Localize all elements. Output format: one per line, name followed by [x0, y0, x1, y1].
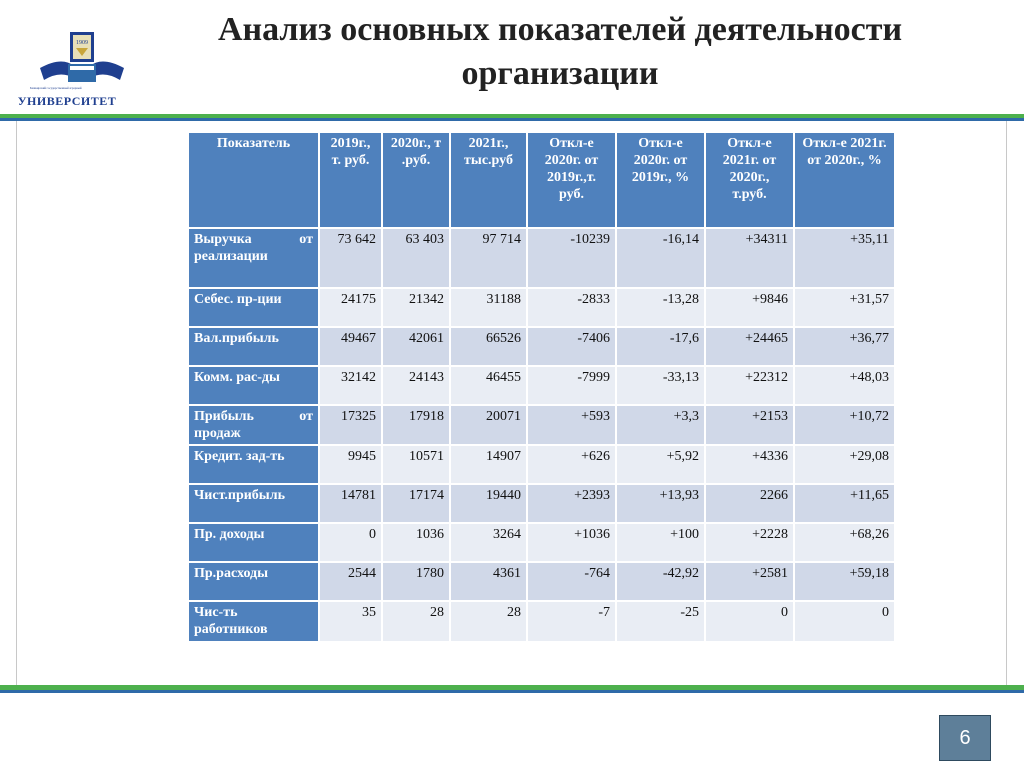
table-cell: +2393	[527, 484, 616, 523]
row-label: Пр.расходы	[188, 562, 319, 601]
table-row	[188, 484, 895, 523]
row-label: Себес. пр-ции	[188, 288, 319, 327]
frame-line-right	[1006, 121, 1007, 685]
table-row	[188, 601, 895, 642]
table-cell: 0	[794, 601, 895, 642]
table-cell: -7999	[527, 366, 616, 405]
logo-year: 1909	[76, 40, 88, 46]
table-cell: 46455	[450, 366, 527, 405]
table-cell: 14907	[450, 445, 527, 484]
table-cell: +100	[616, 523, 705, 562]
table-cell: +48,03	[794, 366, 895, 405]
table-cell: +9846	[705, 288, 794, 327]
row-label: Чист.прибыль	[188, 484, 319, 523]
table-cell: +593	[527, 405, 616, 445]
table-row	[188, 327, 895, 366]
table-cell: +2153	[705, 405, 794, 445]
table-header-row	[188, 132, 895, 228]
table-cell: 10571	[382, 445, 450, 484]
table-cell: +626	[527, 445, 616, 484]
table-cell: -42,92	[616, 562, 705, 601]
table-cell: 3264	[450, 523, 527, 562]
logo-subtitle: Башкирский государственный аграрный	[30, 86, 82, 90]
table-cell: 73 642	[319, 228, 382, 288]
table-cell: 1036	[382, 523, 450, 562]
table-cell: 35	[319, 601, 382, 642]
table-cell: 17918	[382, 405, 450, 445]
table-cell: 49467	[319, 327, 382, 366]
table-cell: +29,08	[794, 445, 895, 484]
table-cell: +22312	[705, 366, 794, 405]
row-label: Комм. рас-ды	[188, 366, 319, 405]
table-cell: -764	[527, 562, 616, 601]
slide-title: Анализ основных показателей деятельности организации	[217, 11, 903, 92]
table-cell: -25	[616, 601, 705, 642]
header-cell: Откл-е 2020г. от 2019г.,т. руб.	[527, 132, 616, 228]
header-cell: Откл-е 2021г. от 2020г., %	[794, 132, 895, 228]
table-cell: +36,77	[794, 327, 895, 366]
table-row	[188, 405, 895, 445]
table-cell: +3,3	[616, 405, 705, 445]
table-cell: +68,26	[794, 523, 895, 562]
table-row	[188, 523, 895, 562]
table-cell: 24143	[382, 366, 450, 405]
table-cell: -16,14	[616, 228, 705, 288]
table-cell: 24175	[319, 288, 382, 327]
page-number-badge: 6	[939, 715, 991, 761]
table-cell: 63 403	[382, 228, 450, 288]
table-cell: 32142	[319, 366, 382, 405]
table-cell: +24465	[705, 327, 794, 366]
footer-rule-blue	[0, 690, 1024, 693]
header-rule-blue	[0, 118, 1024, 121]
table-cell: 21342	[382, 288, 450, 327]
header-cell: 2020г., т .руб.	[382, 132, 450, 228]
table-cell: 0	[705, 601, 794, 642]
table-cell: 28	[382, 601, 450, 642]
table-cell: +4336	[705, 445, 794, 484]
table-cell: 0	[319, 523, 382, 562]
table-cell: 97 714	[450, 228, 527, 288]
table-cell: 2266	[705, 484, 794, 523]
table-row	[188, 366, 895, 405]
table-cell: -17,6	[616, 327, 705, 366]
header-cell: Показатель	[188, 132, 319, 228]
table-cell: 20071	[450, 405, 527, 445]
row-label: Пр. доходы	[188, 523, 319, 562]
table-cell: -13,28	[616, 288, 705, 327]
header-cell: 2021г., тыс.руб	[450, 132, 527, 228]
table-cell: 9945	[319, 445, 382, 484]
table-cell: +13,93	[616, 484, 705, 523]
logo-caption: УНИВЕРСИТЕТ	[17, 94, 117, 108]
table-cell: -7406	[527, 327, 616, 366]
frame-line-left	[16, 121, 17, 685]
table-cell: +34311	[705, 228, 794, 288]
table-row	[188, 288, 895, 327]
indicators-table	[187, 131, 896, 643]
table-cell: 66526	[450, 327, 527, 366]
table-cell: +1036	[527, 523, 616, 562]
row-label: Прибыль от продаж	[188, 405, 319, 445]
table-cell: -33,13	[616, 366, 705, 405]
table-cell: 17325	[319, 405, 382, 445]
header-cell: Откл-е 2021г. от 2020г., т.руб.	[705, 132, 794, 228]
table-cell: +35,11	[794, 228, 895, 288]
table-cell: 19440	[450, 484, 527, 523]
logo-book-page	[70, 66, 94, 70]
table-cell: -10239	[527, 228, 616, 288]
table-cell: 31188	[450, 288, 527, 327]
table-cell: 2544	[319, 562, 382, 601]
row-label: Выручка от реализации	[188, 228, 319, 288]
table-cell: 42061	[382, 327, 450, 366]
table-cell: -7	[527, 601, 616, 642]
table-cell: +2581	[705, 562, 794, 601]
table-cell: +2228	[705, 523, 794, 562]
table-cell: 14781	[319, 484, 382, 523]
header-cell: Откл-е 2020г. от 2019г., %	[616, 132, 705, 228]
table-cell: +59,18	[794, 562, 895, 601]
table-cell: +10,72	[794, 405, 895, 445]
table-cell: +5,92	[616, 445, 705, 484]
table-row	[188, 562, 895, 601]
row-label: Чис-ть работников	[188, 601, 319, 642]
table-cell: 28	[450, 601, 527, 642]
header-cell: 2019г., т. руб.	[319, 132, 382, 228]
table-cell: -2833	[527, 288, 616, 327]
row-label: Вал.прибыль	[188, 327, 319, 366]
table-row	[188, 228, 895, 288]
table-cell: 1780	[382, 562, 450, 601]
table-row	[188, 445, 895, 484]
row-label: Кредит. зад-ть	[188, 445, 319, 484]
table-cell: 17174	[382, 484, 450, 523]
table-cell: +31,57	[794, 288, 895, 327]
table-cell: +11,65	[794, 484, 895, 523]
table-cell: 4361	[450, 562, 527, 601]
